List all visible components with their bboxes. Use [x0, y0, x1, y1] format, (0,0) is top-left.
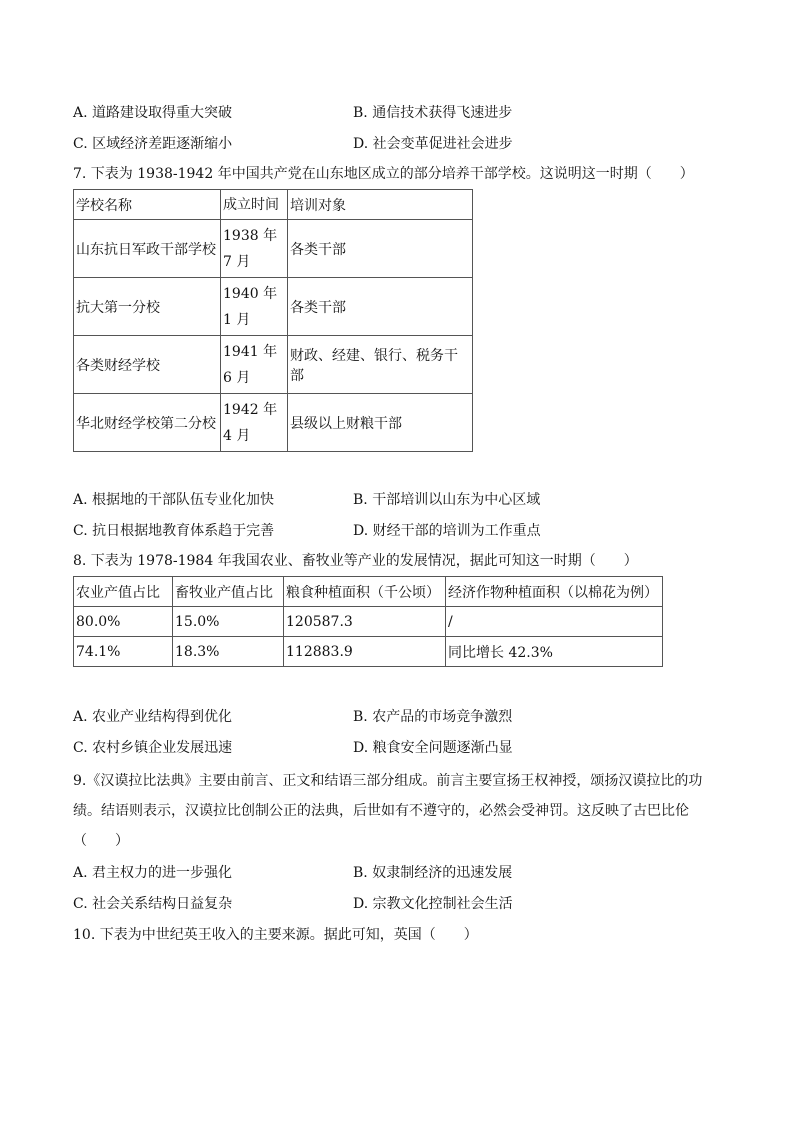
q7-option-b[interactable]: B. 干部培训以山东为中心区域 — [353, 492, 541, 508]
table-row — [74, 394, 473, 452]
q8-option-a[interactable]: A. 农业产业结构得到优化 — [73, 709, 233, 725]
q10-stem: 10. 下表为中世纪英王收入的主要来源。据此可知，英国（ ） — [73, 927, 478, 943]
table-header-cell: 农业产值占比 — [74, 577, 173, 607]
table-cell: 县级以上财粮干部 — [288, 394, 473, 452]
q8-option-d[interactable]: D. 粮食安全问题逐渐凸显 — [353, 740, 513, 756]
q9-options-row-1 — [73, 863, 713, 883]
table-row — [74, 220, 473, 278]
table-cell: 抗大第一分校 — [74, 278, 221, 336]
q9-option-a[interactable]: A. 君主权力的进一步强化 — [73, 865, 233, 881]
q7-option-c[interactable]: C. 抗日根据地教育体系趋于完善 — [73, 523, 275, 539]
table-cell: 18.3% — [173, 637, 284, 667]
table-header-cell: 经济作物种植面积（以棉花为例） — [446, 577, 663, 607]
q6-option-c[interactable]: C. 区域经济差距逐渐缩小 — [73, 136, 233, 152]
table-cell: / — [446, 607, 663, 637]
table-cell: 1940 年 1 月 — [221, 278, 288, 336]
table-row — [74, 637, 663, 667]
table-cell: 120587.3 — [284, 607, 446, 637]
q7-option-a[interactable]: A. 根据地的干部队伍专业化加快 — [73, 492, 275, 508]
table-header-cell: 畜牧业产值占比 — [173, 577, 284, 607]
table-cell: 112883.9 — [284, 637, 446, 667]
table-cell: 1941 年 6 月 — [221, 336, 288, 394]
table-header-row — [74, 577, 663, 607]
q9-option-c[interactable]: C. 社会关系结构日益复杂 — [73, 896, 233, 912]
q9-stem: 9.《汉谟拉比法典》主要由前言、正文和结语三部分组成。前言主要宣扬王权神授，颂扬汉谟拉比的功绩。结语则表示，汉谟拉比创制公正的法典，后世如有不遵守的，必然会受神罚。这反映了古巴比伦（ ） — [73, 773, 703, 849]
table-header-cell: 培训对象 — [288, 190, 473, 220]
q7-option-d[interactable]: D. 财经干部的培训为工作重点 — [353, 523, 541, 539]
table-row — [74, 278, 473, 336]
q6-option-a[interactable]: A. 道路建设取得重大突破 — [73, 105, 233, 121]
table-cell: 80.0% — [74, 607, 173, 637]
table-cell: 山东抗日军政干部学校 — [74, 220, 221, 278]
q9-option-b[interactable]: B. 奴隶制经济的迅速发展 — [353, 865, 513, 881]
q6-option-d[interactable]: D. 社会变革促进社会进步 — [353, 136, 513, 152]
table-row — [74, 607, 663, 637]
q7-table — [73, 189, 473, 452]
table-cell: 财政、经建、银行、税务干部 — [288, 336, 473, 394]
table-header-cell: 粮食种植面积（千公顷） — [284, 577, 446, 607]
q8-option-b[interactable]: B. 农产品的市场竞争激烈 — [353, 709, 513, 725]
q7-options-row-1 — [73, 490, 713, 510]
table-cell: 74.1% — [74, 637, 173, 667]
table-cell: 华北财经学校第二分校 — [74, 394, 221, 452]
q9-option-d[interactable]: D. 宗教文化控制社会生活 — [353, 896, 513, 912]
q6-options-row-2 — [73, 134, 713, 154]
q8-options-row-1 — [73, 707, 713, 727]
q8-options-row-2 — [73, 738, 713, 758]
table-header-cell: 成立时间 — [221, 190, 288, 220]
table-cell: 各类干部 — [288, 278, 473, 336]
table-cell: 1938 年 7 月 — [221, 220, 288, 278]
table-cell: 15.0% — [173, 607, 284, 637]
q9-options-row-2 — [73, 894, 713, 914]
table-cell: 各类干部 — [288, 220, 473, 278]
q7-stem: 7. 下表为 1938-1942 年中国共产党在山东地区成立的部分培养干部学校。这说明这一时期（ ） — [73, 166, 694, 182]
q8-option-c[interactable]: C. 农村乡镇企业发展迅速 — [73, 740, 233, 756]
q8-table — [73, 576, 663, 667]
table-cell: 1942 年 4 月 — [221, 394, 288, 452]
table-cell: 各类财经学校 — [74, 336, 221, 394]
q7-options-row-2 — [73, 521, 713, 541]
table-cell: 同比增长 42.3% — [446, 637, 663, 667]
q8-stem: 8. 下表为 1978-1984 年我国农业、畜牧业等产业的发展情况，据此可知这一时期（ ） — [73, 553, 638, 569]
table-header-cell: 学校名称 — [74, 190, 221, 220]
q6-options-row-1 — [73, 103, 713, 123]
q6-option-b[interactable]: B. 通信技术获得飞速进步 — [353, 105, 513, 121]
table-row — [74, 336, 473, 394]
table-header-row — [74, 190, 473, 220]
